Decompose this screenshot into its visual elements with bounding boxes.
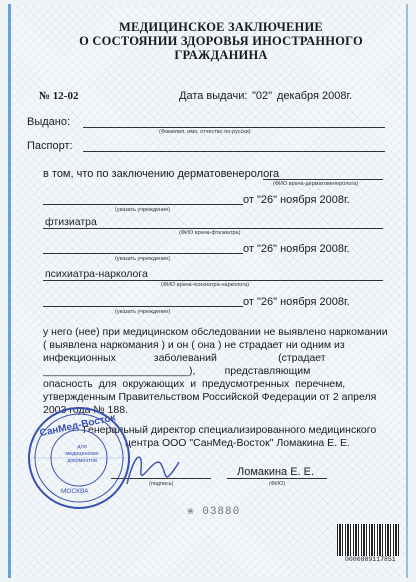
stamp-center-text: СанМед-Восток bbox=[38, 412, 117, 440]
derm-institution-line bbox=[43, 204, 243, 205]
stamp-city: МОСКВА bbox=[61, 488, 89, 495]
title-line-2: О СОСТОЯНИИ ЗДОРОВЬЯ ИНОСТРАННОГО bbox=[79, 34, 363, 48]
issued-to-label: Выдано: bbox=[27, 116, 71, 128]
body-line-1: у него (нее) при медицинском обследовании не выявлено наркомании bbox=[43, 326, 388, 338]
barcode bbox=[337, 524, 399, 556]
signature-name-line bbox=[227, 478, 327, 479]
issue-date-label: Дата выдачи: bbox=[179, 90, 248, 102]
phthis-doctor-line bbox=[43, 228, 383, 229]
psych-doctor-line bbox=[43, 280, 383, 281]
psych-date: от "26" ноября 2008г. bbox=[243, 296, 350, 308]
round-stamp bbox=[27, 406, 131, 510]
passport-line bbox=[83, 151, 385, 152]
body-line-4: _________________________), представляющим bbox=[43, 365, 311, 377]
barcode-number: 0000889117851 bbox=[345, 556, 396, 563]
body-line-6: утвержденным Правительством Российской Федерации от 2 апреля bbox=[43, 391, 377, 403]
derm-doctor-caption: (ФИО врача-дерматовенеролога) bbox=[273, 181, 359, 187]
phthis-institution-line bbox=[43, 253, 243, 254]
derm-date: от "26" ноября 2008г. bbox=[243, 194, 350, 206]
title-line-1: МЕДИЦИНСКОЕ ЗАКЛЮЧЕНИЕ bbox=[119, 20, 323, 34]
issue-date-day: "02" bbox=[252, 90, 273, 102]
stamp-ring-text: для медицинских документов bbox=[65, 444, 99, 464]
phthis-label: фтизиатра bbox=[45, 216, 97, 228]
derm-doctor-line bbox=[263, 179, 383, 180]
phthis-institution-caption: (указать учреждение) bbox=[115, 256, 171, 262]
document-number: № 12-02 bbox=[39, 90, 79, 102]
psych-institution-line bbox=[43, 306, 243, 307]
signature-name: Ломакина Е. Е. bbox=[237, 466, 315, 478]
body-line-7: 2003 года № 188. bbox=[43, 404, 128, 416]
serial-number: ❀ 03880 bbox=[187, 506, 241, 518]
derm-text: в том, что по заключению дерматовенеролога bbox=[43, 168, 280, 180]
director-line-1: Генеральный директор специализированного медицинского bbox=[83, 424, 377, 436]
body-line-3: инфекционных заболеваний (страдает bbox=[43, 352, 326, 364]
signature-name-caption: (ФИО) bbox=[269, 481, 286, 487]
psych-doctor-caption: (ФИО врача-психиатра-нарколога) bbox=[161, 282, 250, 288]
issued-to-caption: (Фамилия, имя, отчество по-русски) bbox=[159, 129, 251, 135]
body-line-5: опасность для окружающих и предусмотренных перечнем, bbox=[43, 378, 346, 390]
issue-date-month-year: декабря 2008г. bbox=[277, 90, 353, 102]
derm-institution-caption: (указать учреждение) bbox=[115, 207, 171, 213]
handwritten-signature bbox=[121, 444, 191, 494]
psych-label: психиатра-нарколога bbox=[45, 268, 148, 280]
certificate-sheet bbox=[8, 4, 408, 578]
phthis-date: от "26" ноября 2008г. bbox=[243, 243, 350, 255]
passport-label: Паспорт: bbox=[27, 140, 73, 152]
psych-institution-caption: (указать учреждение) bbox=[115, 309, 171, 315]
phthis-doctor-caption: (ФИО врача-фтизиатра) bbox=[179, 230, 241, 236]
title-line-3: ГРАЖДАНИНА bbox=[174, 48, 268, 62]
director-line-2: центра ООО "СанМед-Восток" Ломакина Е. Е. bbox=[125, 437, 350, 449]
signature-caption: (подпись) bbox=[149, 481, 174, 487]
issued-to-line bbox=[83, 127, 385, 128]
body-line-2: ( выявлена наркомания ) и он ( она ) не страдает ни одним из bbox=[43, 339, 345, 351]
